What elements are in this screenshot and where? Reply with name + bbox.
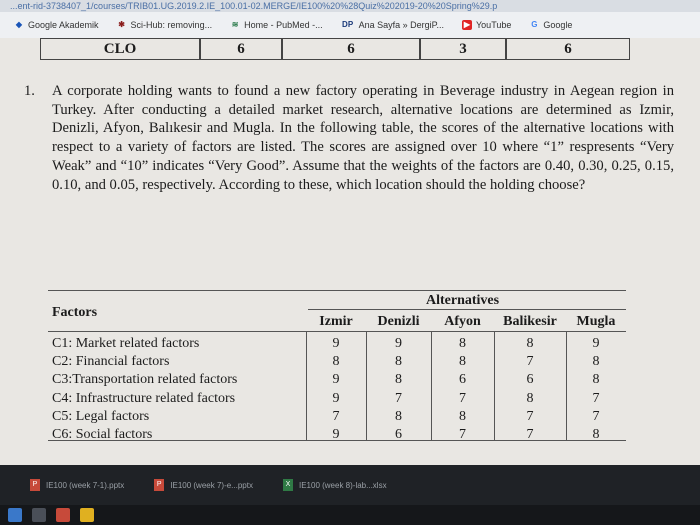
- downloads-bar: [0, 465, 700, 505]
- score-cell: 9: [332, 427, 340, 442]
- pptx-file-icon: P: [30, 479, 40, 491]
- column-header: Denizli: [377, 314, 420, 329]
- table-rule: [48, 290, 626, 291]
- factor-label: C1: Market related factors: [52, 336, 200, 351]
- column-header: Mugla: [576, 314, 616, 329]
- download-label: IE100 (week 7)-e...pptx: [170, 480, 253, 490]
- bookmark-label: Home - PubMed -...: [244, 20, 323, 30]
- bookmark-google-akademik[interactable]: [14, 20, 99, 30]
- alternatives-header: Alternatives: [426, 293, 500, 308]
- score-cell: 8: [332, 354, 340, 370]
- start-icon[interactable]: [8, 508, 22, 522]
- download-item[interactable]: [283, 479, 387, 491]
- factor-label: C5: Legal factors: [52, 408, 150, 424]
- score-cell: 6: [526, 372, 534, 388]
- bookmark-label: YouTube: [476, 20, 512, 30]
- factor-label: C4: Infrastructure related factors: [52, 390, 236, 406]
- score-cell: 8: [395, 408, 402, 424]
- pptx-file-icon: P: [154, 479, 164, 491]
- bookmark-label: Ana Sayfa » DergiP...: [358, 20, 444, 30]
- download-item[interactable]: [30, 479, 124, 491]
- score-cell: 8: [459, 408, 466, 424]
- score-cell: 9: [395, 336, 402, 351]
- score-cell: 7: [526, 427, 534, 442]
- dergipark-icon: DP: [342, 20, 354, 29]
- score-cell: 7: [332, 408, 340, 424]
- download-label: IE100 (week 7-1).pptx: [46, 480, 125, 490]
- factor-label: C6: Social factors: [52, 427, 153, 442]
- factors-header: Factors: [52, 305, 98, 320]
- score-cell: 8: [395, 354, 402, 370]
- table-rule: [48, 331, 626, 332]
- score-cell: 7: [592, 390, 600, 406]
- score-cell: 7: [459, 390, 466, 406]
- bookmark-scihub[interactable]: [117, 20, 213, 30]
- download-label: IE100 (week 8)-lab...xlsx: [298, 480, 387, 490]
- bookmark-dergipark[interactable]: [341, 20, 444, 30]
- bookmark-label: Google Akademik: [28, 20, 99, 30]
- bookmark-pubmed[interactable]: [230, 20, 323, 30]
- scores-table: [48, 290, 626, 440]
- bookmark-google[interactable]: [529, 20, 572, 30]
- download-item[interactable]: [154, 479, 253, 491]
- score-cell: 8: [395, 372, 402, 388]
- google-icon: G: [531, 20, 538, 29]
- score-cell: 9: [332, 336, 340, 351]
- clo-value: 6: [200, 38, 282, 60]
- clo-label: CLO: [40, 38, 200, 60]
- factor-label: C3:Transportation related factors: [52, 372, 238, 388]
- bookmark-label: Sci-Hub: removing...: [130, 20, 213, 30]
- score-cell: 6: [459, 372, 466, 388]
- clo-value: 6: [282, 38, 420, 60]
- score-cell: 9: [592, 336, 600, 351]
- question-text: A corporate holding wants to found a new factory operating in Beverage industry in Aegean region in Turkey. After conducting a detailed market research, alternative locations are determined as Izmir, Denizli, Afyon, Balıkesir and Mugla. In the following table, the scores of the alternative locations with respect to a variety of factors are listed. The scores are assigned over 10 where “1” respresents “Very Weak” and “10” indicates “Very Good”. Assume that the weights of the factors are 0.40, 0.30, 0.25, 0.15, 0.10, and 0.05, respectively. According to these, which location should the holding choose?: [52, 83, 674, 193]
- document-page: [0, 38, 700, 465]
- score-cell: 9: [332, 390, 340, 406]
- score-cell: 8: [592, 427, 600, 442]
- table-rule: [308, 309, 626, 310]
- question-number: 1.: [24, 83, 35, 99]
- clo-row: [0, 38, 700, 62]
- column-header: Izmir: [319, 314, 353, 329]
- taskbar: [0, 505, 700, 525]
- score-cell: 8: [592, 354, 600, 370]
- score-cell: 8: [459, 336, 466, 351]
- xlsx-file-icon: X: [283, 479, 293, 491]
- column-header: Balikesir: [503, 314, 557, 329]
- column-header: Afyon: [444, 314, 481, 329]
- bookmark-youtube[interactable]: [462, 20, 511, 30]
- score-cell: 9: [332, 372, 340, 388]
- score-cell: 7: [526, 408, 534, 424]
- score-cell: 8: [526, 390, 534, 406]
- pubmed-icon: ≋: [231, 20, 239, 29]
- powerpoint-icon[interactable]: [56, 508, 70, 522]
- score-cell: 6: [395, 427, 402, 442]
- scihub-icon: ✱: [118, 20, 125, 29]
- factor-label: C2: Financial factors: [52, 354, 170, 370]
- score-cell: 8: [526, 336, 534, 351]
- clo-value: 6: [506, 38, 630, 60]
- score-cell: 7: [459, 427, 466, 442]
- address-bar[interactable]: ...ent-rid-3738407_1/courses/TRIB01.UG.2019.2.IE_100.01-02.MERGE/IE100%20%28Quiz%202019-20%20Spring%29.p: [0, 0, 700, 12]
- graduation-cap-icon: ◆: [15, 20, 23, 29]
- bookmark-label: Google: [543, 20, 573, 30]
- youtube-icon: ▶: [463, 20, 471, 29]
- files-icon[interactable]: [32, 508, 46, 522]
- score-cell: 8: [459, 354, 466, 370]
- score-cell: 8: [592, 372, 600, 388]
- chrome-icon[interactable]: [80, 508, 94, 522]
- clo-value: 3: [420, 38, 506, 60]
- question-1: [24, 82, 674, 194]
- score-cell: 7: [395, 390, 402, 406]
- score-cell: 7: [592, 408, 600, 424]
- bookmarks-bar: [0, 12, 700, 38]
- score-cell: 7: [526, 354, 534, 370]
